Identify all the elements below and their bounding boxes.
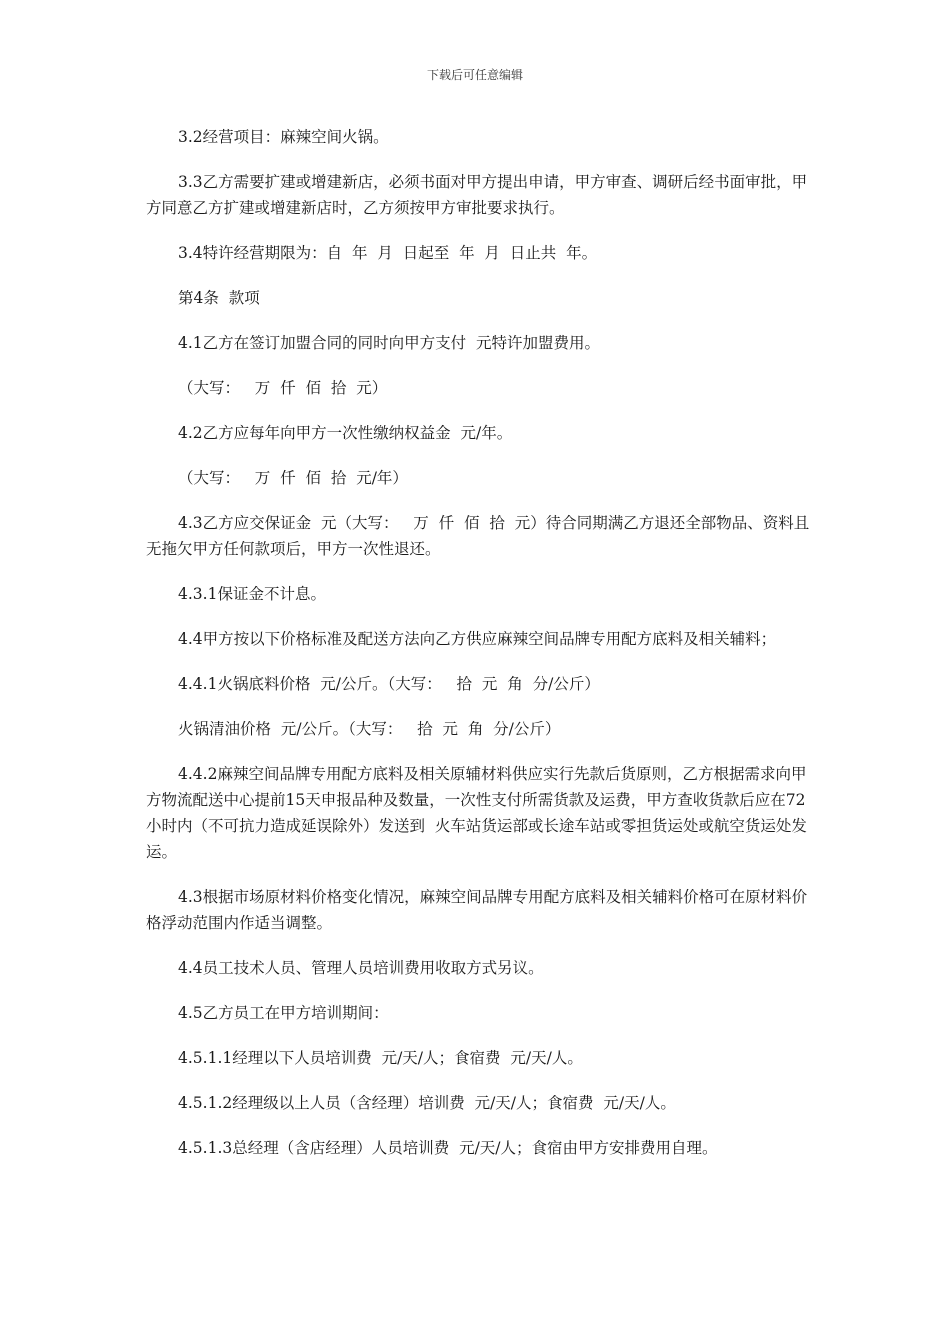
clause-4-4-1: 4.4.1火锅底料价格 元/公斤。（大写： 拾 元 角 分/公斤） [178, 675, 600, 693]
clause-4-2: 4.2乙方应每年向甲方一次性缴纳权益金 元/年。 [178, 424, 513, 442]
clause-4-1: 4.1乙方在签订加盟合同的同时向甲方支付 元特许加盟费用。 [178, 334, 601, 352]
clause-3-3: 3.3乙方需要扩建或增建新店，必须书面对甲方提出申请，甲方审查、调研后经书面审批，甲方同意乙方扩建或增建新店时，乙方须按甲方审批要求执行。 [146, 173, 808, 217]
clause-4-4-training-fees: 4.4员工技术人员、管理人员培训费用收取方式另议。 [178, 959, 544, 977]
clause-4-2-amount-words: （大写： 万 仟 佰 拾 元/年） [178, 469, 408, 487]
clause-4-5-1-1: 4.5.1.1经理以下人员培训费 元/天/人；食宿费 元/天/人。 [178, 1049, 583, 1067]
clause-4-4-2: 4.4.2麻辣空间品牌专用配方底料及相关原辅材料供应实行先款后货原则，乙方根据需求向甲方物流配送中心提前15天申报品种及数量，一次性支付所需货款及运费，甲方查收货款后应在72小时内（不可抗力造成延误除外）发送到 火车站货运部或长途车站或零担货运处或航空货运处发运。 [146, 765, 807, 861]
clause-4-3: 4.3乙方应交保证金 元（大写： 万 仟 佰 拾 元）待合同期满乙方退还全部物品、资料且无拖欠甲方任何款项后，甲方一次性退还。 [146, 514, 810, 558]
page-header: 下载后可任意编辑 [426, 68, 523, 82]
document-body [146, 124, 812, 1180]
clause-4-4-1-oil-price: 火锅清油价格 元/公斤。（大写： 拾 元 角 分/公斤） [178, 720, 561, 738]
clause-4-4: 4.4甲方按以下价格标准及配送方法向乙方供应麻辣空间品牌专用配方底料及相关辅料； [178, 630, 777, 648]
article-4-heading: 第4条 款项 [178, 289, 260, 307]
clause-4-5-1-2: 4.5.1.2经理级以上人员（含经理）培训费 元/天/人；食宿费 元/天/人。 [178, 1094, 676, 1112]
clause-4-5: 4.5乙方员工在甲方培训期间： [178, 1004, 389, 1022]
clause-3-4: 3.4特许经营期限为：自 年 月 日起至 年 月 日止共 年。 [178, 244, 598, 262]
clause-4-5-1-3: 4.5.1.3总经理（含店经理）人员培训费 元/天/人；食宿由甲方安排费用自理。 [178, 1139, 718, 1157]
clause-3-2: 3.2经营项目：麻辣空间火锅。 [178, 128, 389, 146]
clause-4-3-price-adjustment: 4.3根据市场原材料价格变化情况，麻辣空间品牌专用配方底料及相关辅料价格可在原材料价格浮动范围内作适当调整。 [146, 888, 808, 932]
clause-4-1-amount-words: （大写： 万 仟 佰 拾 元） [178, 379, 388, 397]
clause-4-3-1: 4.3.1保证金不计息。 [178, 585, 326, 603]
